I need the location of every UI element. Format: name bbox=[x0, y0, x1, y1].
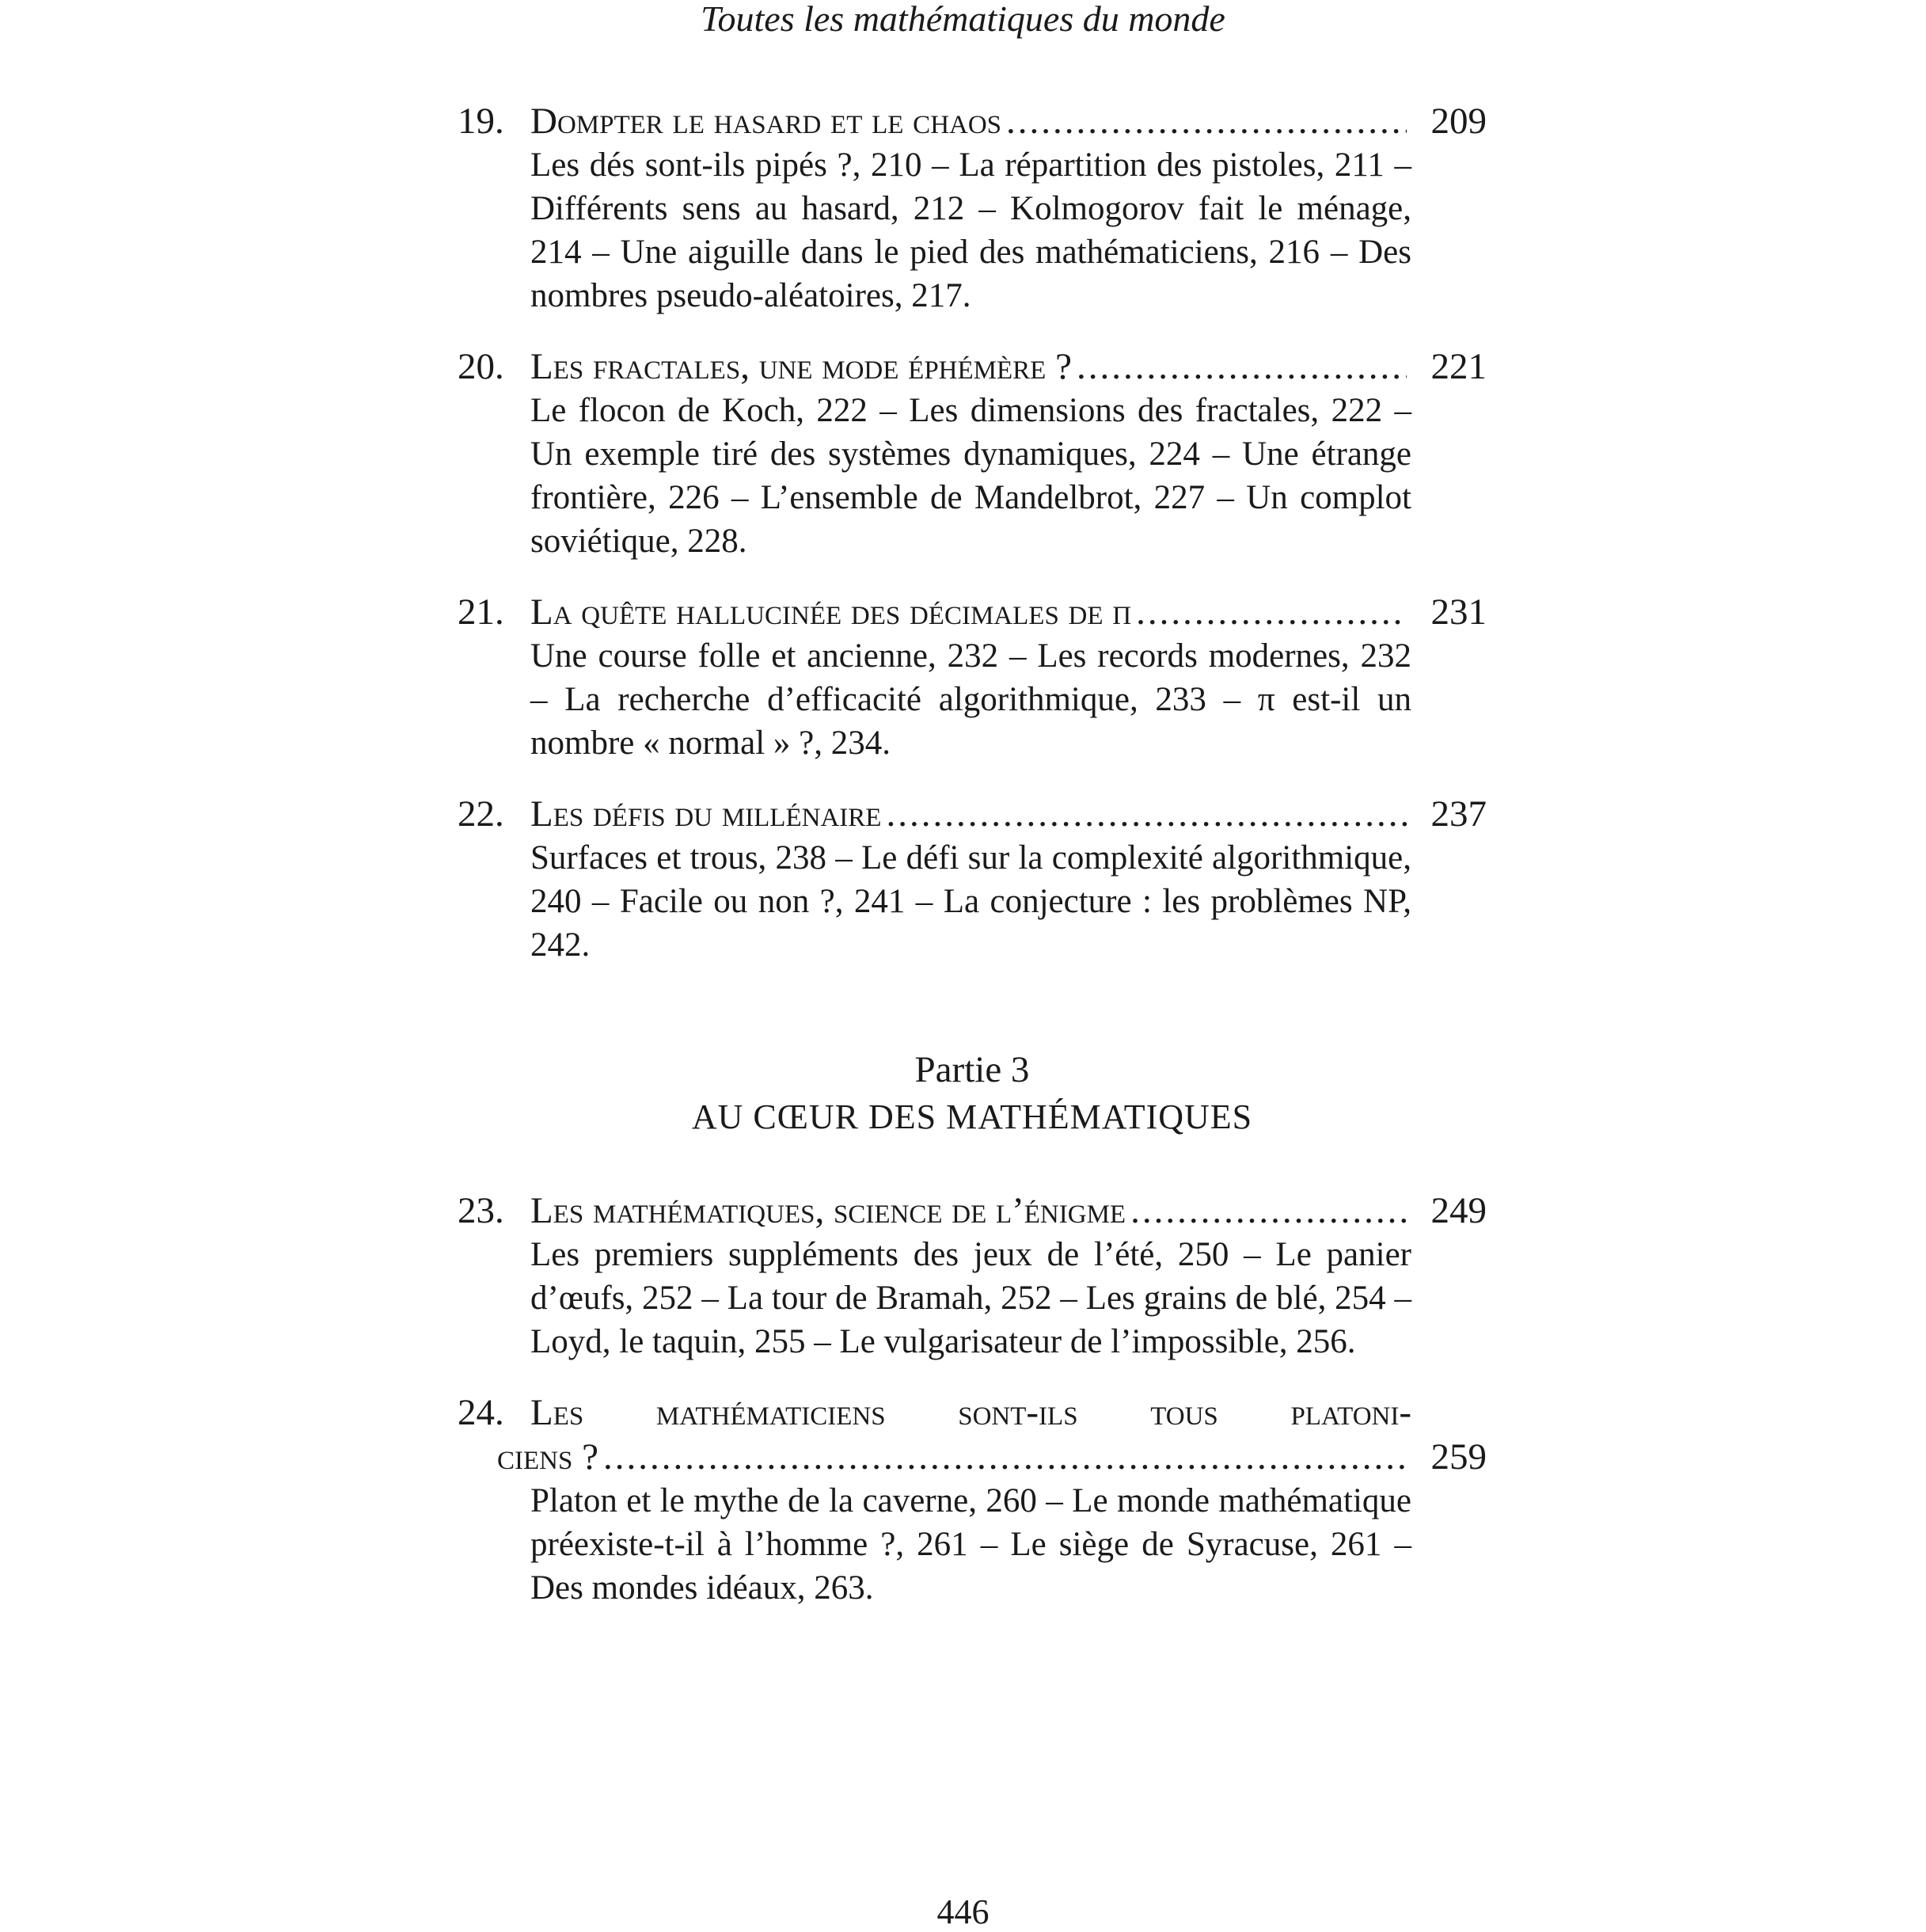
toc-entry-22[interactable] bbox=[458, 792, 1487, 967]
toc-entry-21[interactable] bbox=[458, 590, 1487, 765]
toc-entry-20[interactable] bbox=[458, 344, 1487, 563]
toc-entry-24[interactable] bbox=[458, 1390, 1487, 1610]
dot-leader bbox=[1130, 1188, 1407, 1233]
chapter-title: Dompter le hasard et le chaos bbox=[530, 101, 1002, 142]
chapter-description: Le flocon de Koch, 222 – Les dimensions des fractales, 222 – Un exemple tiré des systèmes dynamiques, 224 – Une étrange frontière, 226 – L’ensemble de Mandelbrot, 227 – Un complot soviétique, 228. bbox=[530, 392, 1411, 560]
part-title: AU CŒUR DES MATHÉMATIQUES bbox=[691, 1097, 1253, 1136]
chapter-title: Les défis du millénaire bbox=[530, 793, 882, 835]
chapter-number: 22. bbox=[458, 793, 504, 835]
chapter-title-line1: Les mathématiciens sont-ils tous platoni- bbox=[530, 1392, 1411, 1433]
table-of-contents bbox=[458, 99, 1487, 1637]
chapter-title-line2: ciens ? bbox=[497, 1436, 598, 1478]
dot-leader bbox=[1136, 590, 1407, 634]
chapter-title: Les fractales, une mode éphémère ? bbox=[530, 346, 1072, 387]
chapter-page: 209 bbox=[1430, 101, 1487, 142]
chapter-page: 221 bbox=[1430, 346, 1487, 387]
page-number: 446 bbox=[936, 1892, 990, 1931]
dot-leader bbox=[886, 792, 1407, 836]
chapter-page: 237 bbox=[1430, 793, 1487, 835]
dot-leader bbox=[1006, 99, 1407, 143]
chapter-page: 231 bbox=[1430, 591, 1487, 633]
chapter-description: Les premiers suppléments des jeux de l’été, 250 – Le panier d’œufs, 252 – La tour de Bramah, 252 – Les grains de blé, 254 – Loyd, le taquin, 255 – Le vulgarisateur de l’impossible, 256. bbox=[530, 1236, 1411, 1360]
dot-leader bbox=[1077, 344, 1407, 389]
chapter-number: 20. bbox=[458, 346, 504, 387]
chapter-description: Surfaces et trous, 238 – Le défi sur la complexité algorithmique, 240 – Facile ou non ?, 241 – La conjecture : les problèmes NP, 242. bbox=[530, 839, 1411, 964]
chapter-number: 19. bbox=[458, 101, 504, 142]
chapter-description: Une course folle et ancienne, 232 – Les records modernes, 232 – La recherche d’efficacité algorithmique, 233 – π est-il un nombre « normal » ?, 234. bbox=[530, 637, 1411, 762]
chapter-page: 249 bbox=[1430, 1190, 1487, 1231]
chapter-title: Les mathématiques, science de l’énigme bbox=[530, 1190, 1126, 1231]
toc-entry-23[interactable] bbox=[458, 1188, 1487, 1363]
part-label: Partie 3 bbox=[914, 1049, 1030, 1090]
dot-leader bbox=[603, 1435, 1407, 1479]
chapter-description: Les dés sont-ils pipés ?, 210 – La répartition des pistoles, 211 – Différents sens au hasard, 212 – Kolmogorov fait le ménage, 214 – Une aiguille dans le pied des mathématiciens, 216 – Des nombres pseudo-aléatoires, 217. bbox=[530, 146, 1411, 314]
toc-entry-19[interactable] bbox=[458, 99, 1487, 318]
chapter-number: 23. bbox=[458, 1190, 504, 1231]
chapter-number: 24. bbox=[458, 1392, 504, 1433]
chapter-title: La quête hallucinée des décimales de π bbox=[530, 591, 1132, 633]
chapter-number: 21. bbox=[458, 591, 504, 633]
chapter-page: 259 bbox=[1430, 1436, 1487, 1478]
chapter-description: Platon et le mythe de la caverne, 260 – Le monde mathématique préexiste-t-il à l’homme ?, 261 – Le siège de Syracuse, 261 – Des mondes idéaux, 263. bbox=[530, 1482, 1411, 1607]
part-heading bbox=[458, 1046, 1487, 1141]
running-title: Toutes les mathématiques du monde bbox=[701, 0, 1225, 39]
